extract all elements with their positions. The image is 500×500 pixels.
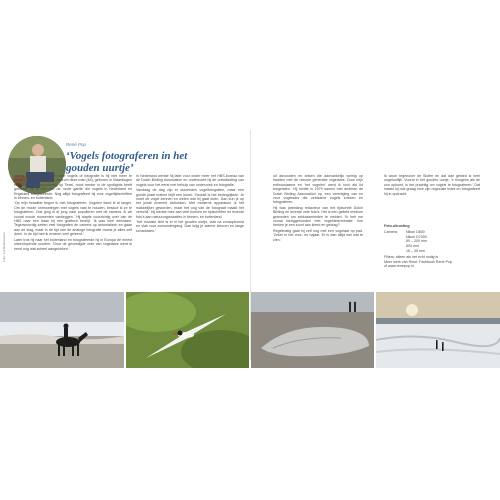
paragraph: Als hij begint te vertellen over vogels of fotografie is hij niet meer te stuiten. Het verwondert je waarom deze man (64), geboren in Vlaardingen en sinds 2007 woonachtig op Texel, nooit eerder in de spotlights heeft gestaan. Hij is één van de ‘oude garde’ die vogels in Nederland en Engeland fotografeerde. Nog altijd fotografeert hij voor vogeltijdschriften in binnen- en buitenland.: [14, 174, 132, 201]
photo-stranded-whale: [251, 292, 374, 368]
info-row: 16 – 35 mm: [406, 248, 425, 253]
info-note: Filters: alleen als het echt nodig is: [384, 254, 439, 259]
info-row: Camera: Nikon D800: [384, 229, 425, 234]
text-column-2: [136, 174, 244, 234]
paragraph: In Nederland werkte hij later voor onder meer het HBS-bureau van de Dutch Birding Association en onderzocht hij de ontwikkeling van vogels voor het eerst met behulp van onderzoek en fotografie.: [136, 174, 244, 187]
info-site: of www.renepop.nl: [384, 264, 414, 269]
photo-tern-in-flight: [126, 292, 249, 368]
author-name: René Pop: [66, 142, 87, 147]
paragraph: Vandaag de dag zijn er duizenden vogelfotografen, maar een goede plaat maken blijft een kunst. ‘Geduld is het belangrijkste. Je moet de vogel kennen en weten wat hij gaat doen. Dan kun je op het juiste moment afdrukken. Met moderne apparatuur is het makkelijker geworden, maar het oog van de fotograaf maakt het verschil.’ Hij werkte mee aan veel boeken en tijdschriften en leverde foto’s aan natuurorganisaties in binnen- en buitenland.: [136, 188, 244, 219]
info-row: 80 – 200 mm: [406, 239, 427, 244]
photo-credit: Foto: Jos Boshouwers: [2, 232, 6, 262]
text-column-4: [384, 174, 480, 197]
article-headline: ‘Vogels fotograferen in het gouden uurtje’: [66, 150, 188, 174]
photo-frozen-beach-sunset: [376, 292, 500, 368]
photo-horse-rider-beach: [0, 292, 124, 368]
paragraph: Hij was jarenlang redacteur van het tijdschrift Dutch Birding en leverde vele foto’s. Het is een geliefd medium geworden om zeldzaamheden te melden. ‘Ik heb me vooral beziggehouden met vogeldeterminatie: hoe herken je een soort aan kleed en gedrag?’: [273, 205, 363, 228]
paragraph: Regelmatig gaat hij zelf nog met een vogelaar op pad. ‘Zeker in het voor- en najaar. Er is dan altijd wel wat te zien.’: [273, 228, 363, 242]
paragraph: ‘Het mooiste licht is er in het gouden uurtje, vlak na zonsopkomst en vlak voor zonsondergang. Dan krijg je warme kleuren en lange schaduwen.’: [136, 220, 244, 233]
paragraph: uit advocaten en artsen die aanvankelijk weinig op hadden met de nieuwe generatie vogelaars. Door mijn enthousiasme en ‘het vogelen’ werd ik toch als lid toegelaten.’ Hij richtte in 1979 samen met anderen de Dutch Birding Association op, een vereniging van en voor vogelaars die zeldzame vogels zoeken en fotograferen.: [273, 174, 363, 205]
info-row: Nikon D7000: [406, 234, 427, 239]
info-more: Meer werk van René: Facebook René Pop: [384, 259, 452, 264]
info-row: 600 mm: [406, 244, 419, 249]
paragraph: Ik woon tegenover de Slufter en dat dan gebied is heel ongelooflijk. Vooral in het gouden uurtje, ’s morgens als de zon opkomt, is het prachtig om vogels te fotograferen.’ Dat maakt hij ook graag voor zijn regionale krant en fotografeert hij in opdracht.: [384, 174, 480, 196]
equipment-info: [384, 224, 484, 269]
info-title: Foto-uitrusting: [384, 224, 410, 228]
text-column-1: [14, 174, 132, 252]
text-column-3: [273, 174, 363, 243]
paragraph: Later trok hij naar het buitenland en fotografeerde hij in Europa de meest uiteenlopende soorten. ‘Door de gevestigde orde van vogelaars werd ik eerst nog wat scheef aangekeken.’: [14, 237, 132, 251]
paragraph: ‘Op mijn twaalfde begon ik met fotograferen. Vogelen deed ik al langer. Om de mooie ontmoetingen met vogels vast te houden, besloot ik ze te fotograferen. Ook ging ik al jong naar populieren met de camera. Ik wil vooral mooie momenten vastleggen.’ Hij stapte voorzichtig over van de HBS naar een baan bij een grafisch bedrijf. ‘Ik was heel eenzaam. Tegenwoordig zetten veel fotografen de camera op automatisch en gaan aan de slag, maar in de tijd van de analoge fotografie moest je alles zelf doen. In de tijd heb ik ervaren veel geleerd.’: [14, 201, 132, 237]
